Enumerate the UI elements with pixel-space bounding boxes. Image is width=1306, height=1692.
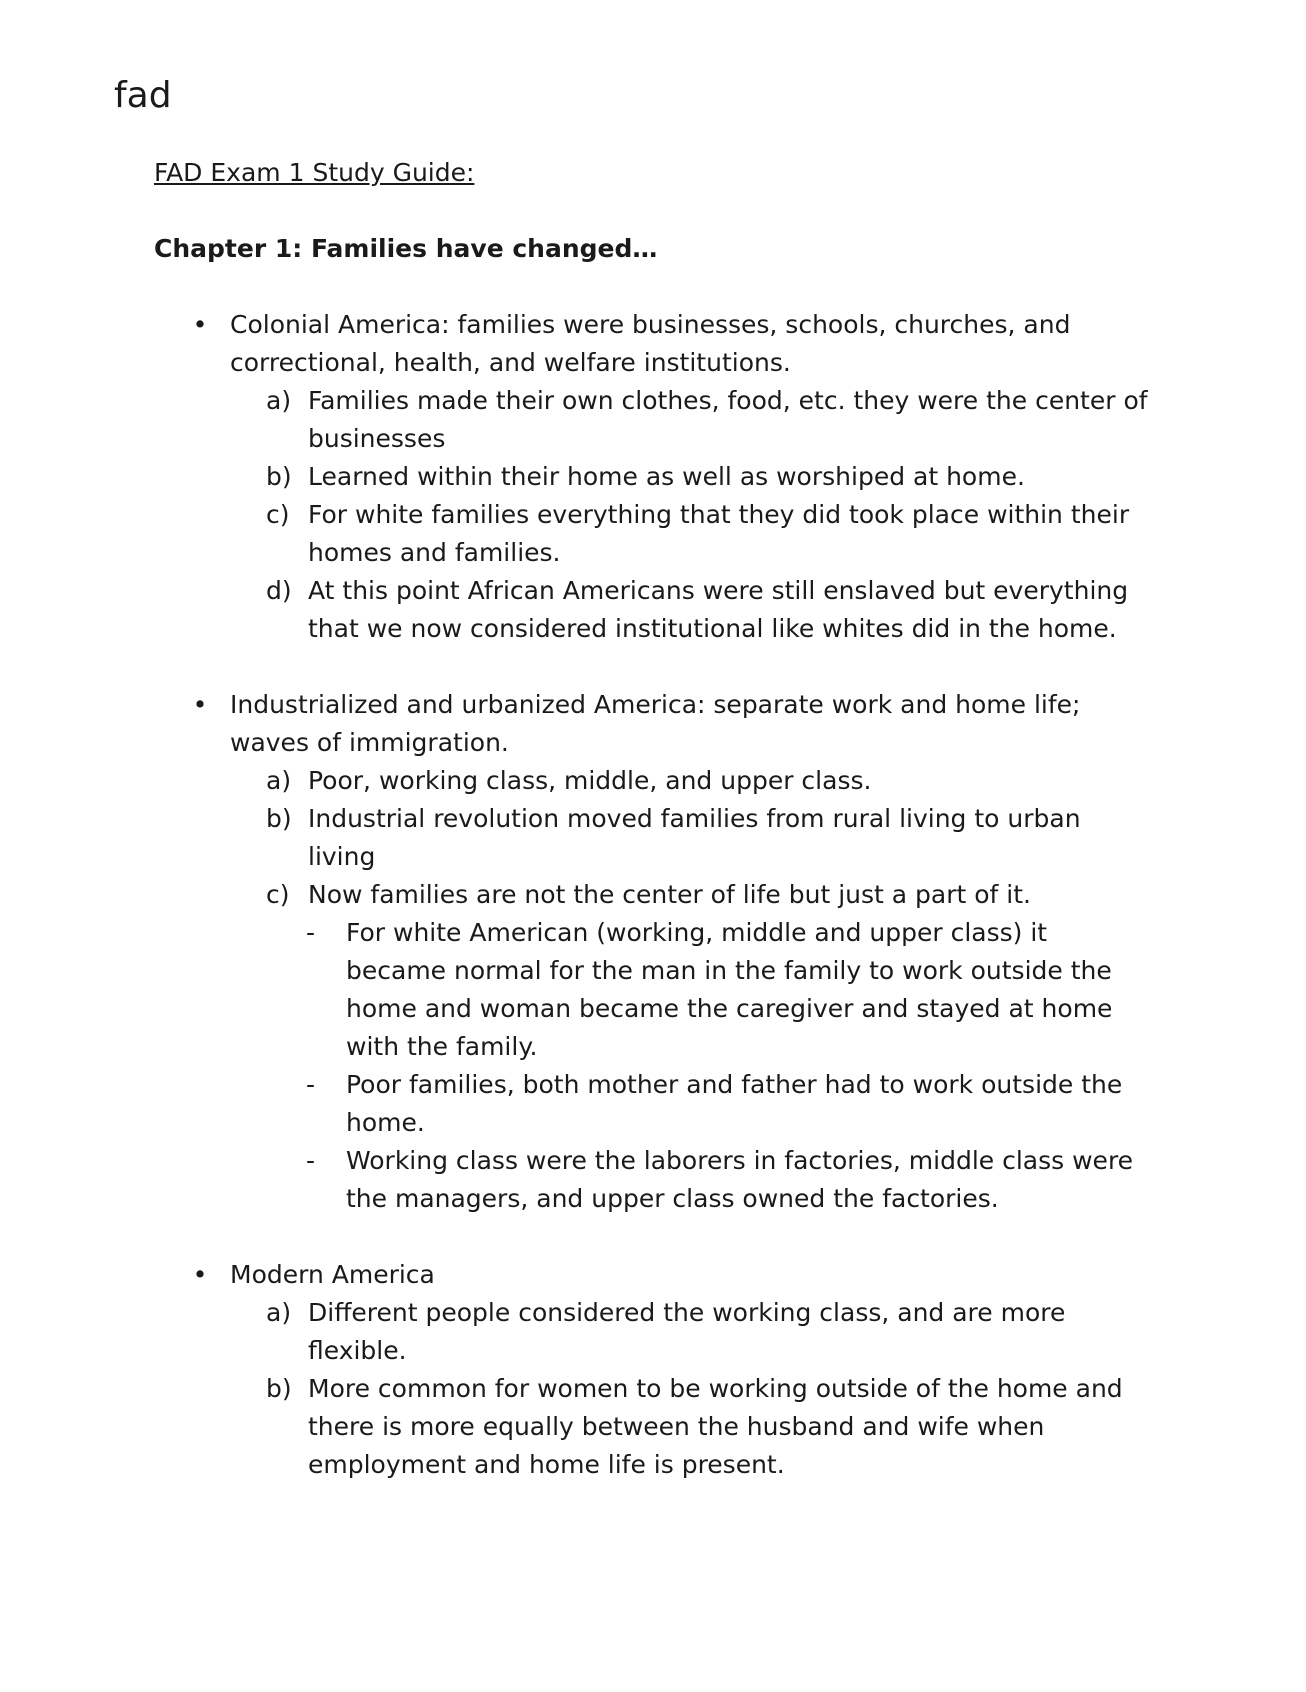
document-title: fad: [114, 75, 172, 116]
sub-item-text: Poor, working class, middle, and upper class.: [308, 766, 872, 795]
sub-item: [154, 876, 1154, 914]
sub-item-marker: b): [266, 462, 292, 491]
study-guide-heading: FAD Exam 1 Study Guide:: [154, 158, 475, 187]
sub-item: [154, 800, 1154, 876]
sub-item-text: At this point African Americans were still enslaved but everything that we now considered institutional like whites did in the home.: [308, 576, 1129, 643]
sub-item: [154, 572, 1154, 648]
sub-item-text: Learned within their home as well as worshiped at home.: [308, 462, 1025, 491]
sub-item-text: For white families everything that they did took place within their homes and families.: [308, 500, 1130, 567]
sub-item-text: Now families are not the center of life but just a part of it.: [308, 880, 1031, 909]
section-colonial-america: [154, 306, 1154, 648]
dash-item: [154, 914, 1154, 1066]
dash-marker: -: [306, 1146, 316, 1175]
sub-item-marker: c): [266, 880, 290, 909]
bullet-item: [154, 1256, 1154, 1294]
dash-item: [154, 1066, 1154, 1142]
sub-item-marker: d): [266, 576, 292, 605]
sub-item: [154, 496, 1154, 572]
sub-item-text: More common for women to be working outside of the home and there is more equally between the husband and wife when employment and home life is present.: [308, 1374, 1123, 1479]
dash-item: [154, 1142, 1154, 1218]
bullet-text: Colonial America: families were businesses, schools, churches, and correctional, health, and welfare institutions.: [230, 310, 1071, 377]
bullet-text: Modern America: [230, 1260, 435, 1289]
sub-item-text: Industrial revolution moved families from rural living to urban living: [308, 804, 1081, 871]
bullet-icon: •: [192, 690, 208, 719]
bullet-icon: •: [192, 310, 208, 339]
bullet-icon: •: [192, 1260, 208, 1289]
sub-item: [154, 458, 1154, 496]
sub-item: [154, 1370, 1154, 1484]
sub-item-text: Families made their own clothes, food, etc. they were the center of businesses: [308, 386, 1148, 453]
bullet-text: Industrialized and urbanized America: separate work and home life; waves of immigration.: [230, 690, 1081, 757]
dash-item-text: For white American (working, middle and upper class) it became normal for the man in the family to work outside the home and woman became the caregiver and stayed at home with the family.: [346, 918, 1113, 1061]
dash-marker: -: [306, 1070, 316, 1099]
sub-item: [154, 762, 1154, 800]
dash-marker: -: [306, 918, 316, 947]
sub-item-marker: a): [266, 766, 292, 795]
bullet-item: [154, 686, 1154, 762]
dash-item-text: Working class were the laborers in factories, middle class were the managers, and upper class owned the factories.: [346, 1146, 1134, 1213]
bullet-item: [154, 306, 1154, 382]
sub-item-text: Different people considered the working class, and are more flexible.: [308, 1298, 1066, 1365]
document-body: [154, 154, 1154, 1484]
section-modern-america: [154, 1256, 1154, 1484]
section-industrialized-america: [154, 686, 1154, 1218]
sub-item-marker: a): [266, 386, 292, 415]
sub-item: [154, 382, 1154, 458]
chapter-heading: Chapter 1: Families have changed…: [154, 234, 658, 263]
sub-item-marker: a): [266, 1298, 292, 1327]
dash-item-text: Poor families, both mother and father had to work outside the home.: [346, 1070, 1123, 1137]
sub-item-marker: b): [266, 804, 292, 833]
sub-item: [154, 1294, 1154, 1370]
sub-item-marker: b): [266, 1374, 292, 1403]
sub-item-marker: c): [266, 500, 290, 529]
